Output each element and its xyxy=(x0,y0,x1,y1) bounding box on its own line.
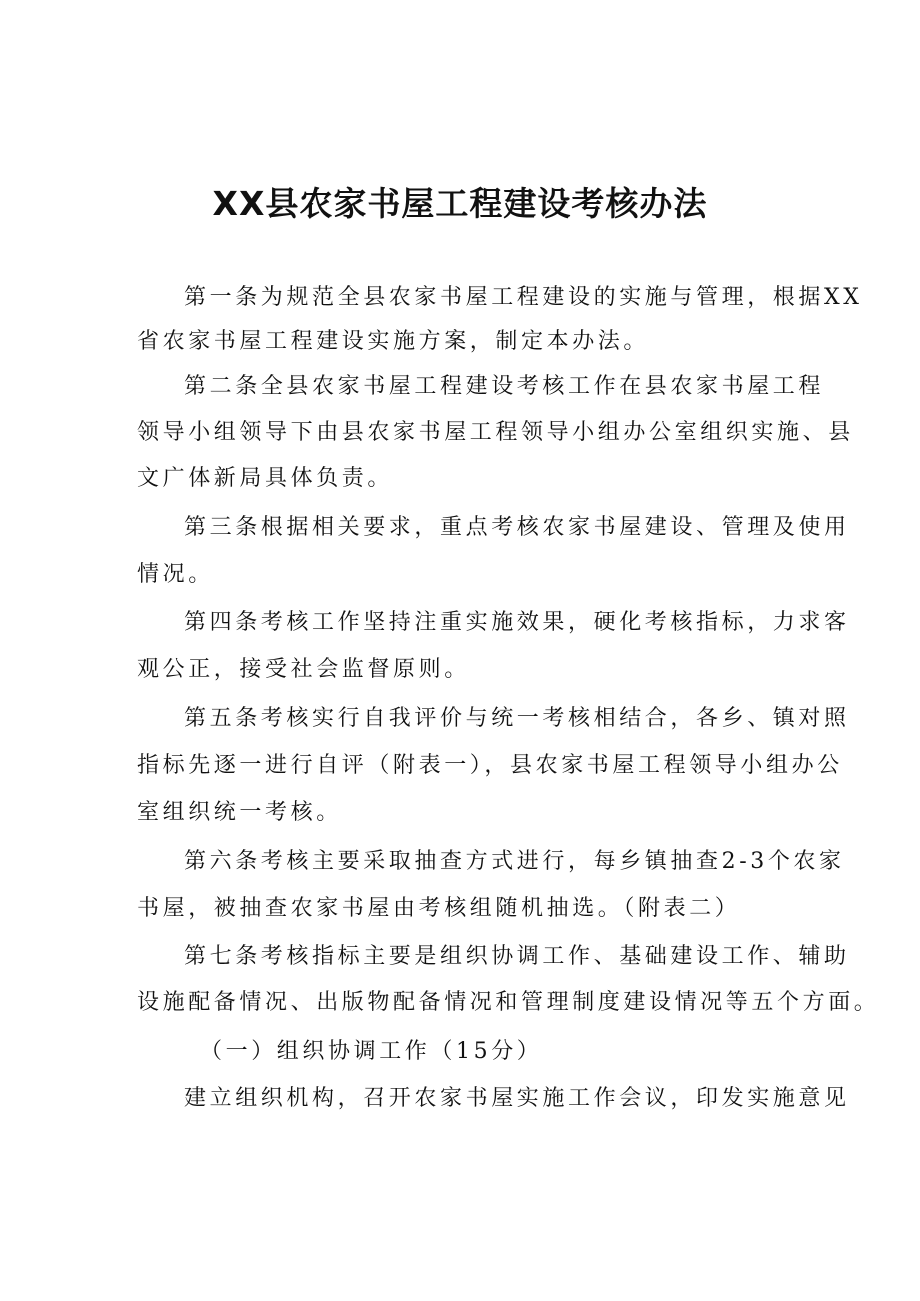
article-7-line-1: 第七条考核指标主要是组织协调工作、基础建设工作、辅助 xyxy=(184,944,850,969)
article-6-line-1: 第六条考核主要采取抽查方式进行，每乡镇抽查2-3个农家 xyxy=(184,849,845,874)
article-1-line-2: 省农家书屋工程建设实施方案，制定本办法。 xyxy=(137,329,650,354)
article-7-line-2: 设施配备情况、出版物配备情况和管理制度建设情况等五个方面。 xyxy=(137,990,880,1015)
section-1-line-1: 建立组织机构，召开农家书屋实施工作会议，印发实施意见 xyxy=(184,1086,850,1111)
article-6-line-2: 书屋，被抽查农家书屋由考核组随机抽选。（附表二） xyxy=(137,896,741,921)
article-3-line-1: 第三条根据相关要求，重点考核农家书屋建设、管理及使用 xyxy=(184,515,850,540)
article-1-line-1: 第一条为规范全县农家书屋工程建设的实施与管理，根据XX xyxy=(184,285,863,310)
article-2-line-1: 第二条全县农家书屋工程建设考核工作在县农家书屋工程 xyxy=(184,374,825,399)
document-title: XX县农家书屋工程建设考核办法 xyxy=(212,184,708,223)
article-4-line-1: 第四条考核工作坚持注重实施效果，硬化考核指标，力求客 xyxy=(184,610,850,635)
article-5-line-2: 指标先逐一进行自评（附表一），县农家书屋工程领导小组办公 xyxy=(137,753,843,778)
section-1-heading: （一）组织协调工作（15分） xyxy=(200,1039,543,1064)
article-2-line-2: 领导小组领导下由县农家书屋工程领导小组办公室组织实施、县 xyxy=(137,420,854,445)
article-5-line-1: 第五条考核实行自我评价与统一考核相结合，各乡、镇对照 xyxy=(184,706,850,731)
article-2-line-3: 文广体新局具体负责。 xyxy=(137,466,394,491)
article-5-line-3: 室组织统一考核。 xyxy=(137,800,342,825)
article-3-line-2: 情况。 xyxy=(137,562,214,587)
article-4-line-2: 观公正，接受社会监督原则。 xyxy=(137,657,470,682)
